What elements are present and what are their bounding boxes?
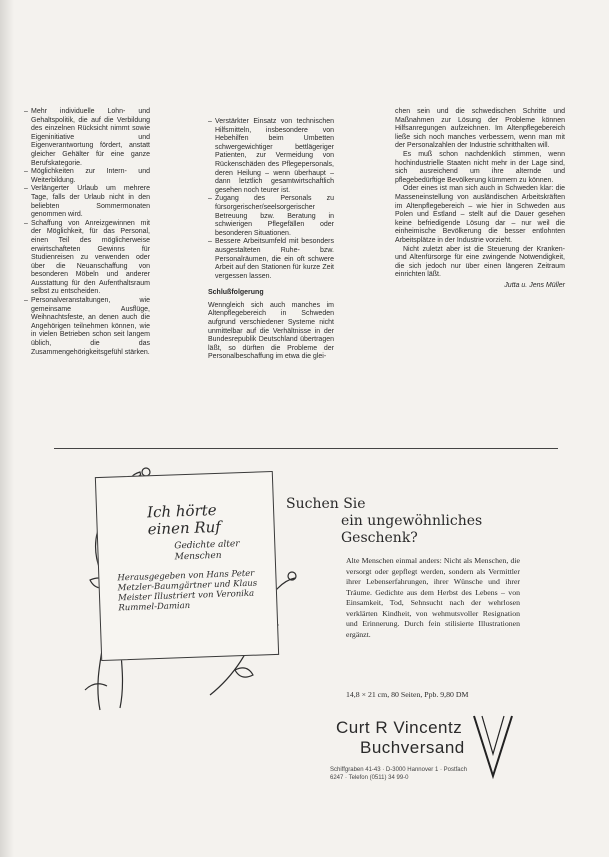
list-item: – Zugang des Personals zu fürsorgerischer/seelsorgerischer Betreuung bzw. Beratung in schwierigen Pflegefällen oder besonderen Situationen. bbox=[208, 195, 334, 238]
paragraph: chen sein und die schwedischen Schritte und Maßnahmen zur Lösung der Probleme können Hilfsanregungen aufzeichnen. Im Altenpflegebereich ließe sich noch manches verbessern, wenn man mit der Personalzahlen der Industrie schritthalten will. bbox=[395, 108, 565, 150]
publisher-address: Schiffgraben 41-43 · D-3000 Hannover 1 · Postfach 6247 · Telefon (0511) 34 99-0 bbox=[330, 767, 467, 781]
author-byline: Jutta u. Jens Müller bbox=[504, 281, 565, 289]
section-heading: Schlußfolgerung bbox=[208, 289, 264, 297]
list-item: – Möglichkeiten zur Intern- und Weiterbildung. bbox=[24, 168, 150, 185]
paragraph: Wenngleich sich auch manches im Altenpflegebereich in Schweden aufgrund verschiedener Systeme nicht unmittelbar auf die Verhältnisse in der Bundesrepublik Deutschland übertragen läßt, so dürften die Probleme der Personalbeschaffung im etwa die glei- bbox=[208, 301, 334, 361]
ad-headline-line-2: ein ungewöhnliches Geschenk? bbox=[341, 513, 483, 546]
ad-body-text: Alte Menschen einmal anders: Nicht als Menschen, die versorgt oder gepflegt werden, sondern als Vermittler ihrer Lebenserfahrungen, ihrer Wünsche und ihrer Träume. Gedichte aus dem Herbst des Lebens – von Einsamkeit, Tod, Sehnsucht nach der wehrlosen verklärten Kindheit, von wehmutsvoller Resignation und Erinnerung. Durch fein stilisierte Illustrationen ergänzt. bbox=[346, 556, 520, 639]
article-column-2 bbox=[208, 118, 334, 362]
paragraph: Nicht zuletzt aber ist die Steuerung der Kranken- und Altenfürsorge für eine zwingende Notwendigkeit, die sich jedoch nur über einen längeren Zeitraum einrichten läßt. bbox=[395, 245, 565, 279]
ad-price: 14,8 × 21 cm, 80 Seiten, Ppb. 9,80 DM bbox=[346, 690, 469, 699]
paragraph: Oder eines ist man sich auch in Schweden klar: die Masseneinstellung von ausländischen Arbeitskräften im Altenpflegebereich – wie hier in Schweden aus Polen und Estland – stellt auf die Dauer gesehen keine befriedigende Lösung dar – nur weil die einheimische Bevölkerung die besser entlohnten Arbeitsplätze in der Industrie vorzieht. bbox=[395, 185, 565, 244]
list-item: – Verlängerter Urlaub um mehrere Tage, falls der Urlaub nicht in den beliebten Sommermonaten genommen wird. bbox=[24, 185, 150, 219]
publisher-name: Curt R Vincentz bbox=[336, 718, 463, 737]
paragraph: Es muß schon nachdenklich stimmen, wenn hochindustrielle Staaten nicht mehr in der Lage sind, sich ausreichend um ihre alternde und pflegebedürftige Bevölkerung kümmern zu können. bbox=[395, 150, 565, 184]
list-item: – Verstärkter Einsatz von technischen Hilfsmitteln, insbesondere von Hebehilfen beim Umbetten schwergewichtiger bettlägeriger Patienten, zur Vermeidung von Rückenschäden des Pflegepersonals, deren Heilung – wenn überhaupt – dann letztlich gesamtwirtschaftlich gesehen noch teurer ist. bbox=[208, 118, 334, 195]
list-item: – Schaffung von Anreizgewinnen mit der Möglichkeit, für das Personal, einen Teil des möglicherweise erwirtschafteten Gewinns für Studienreisen zu verwenden oder über die Neuanschaffung von besonderen Möbeln und anderer Ausstattung für den Aufenthaltsraum selbst zu entscheiden. bbox=[24, 220, 150, 297]
article-column-1 bbox=[24, 108, 150, 357]
book-title: Ich hörte einen Ruf bbox=[146, 500, 222, 539]
publisher-logo bbox=[322, 714, 516, 782]
ad-headline-line-1: Suchen Sie bbox=[286, 496, 366, 512]
list-item: – Mehr individuelle Lohn- und Gehaltspolitik, die auf die Verbildung des einzelnen Rücksicht nimmt sowie Eigeninitiative und Eigenverantwortung fördert, anstatt gleicher Gehälter für eine ganze Berufskategorie. bbox=[24, 108, 150, 168]
book-credits: Herausgegeben von Hans Peter Metzler-Baumgärtner und Klaus Meister Illustriert von Veronika Rummel-Damian bbox=[117, 568, 258, 614]
publisher-subtitle: Buchversand bbox=[360, 738, 465, 757]
list-item: – Bessere Arbeitsumfeld mit besonders ausgestalteten Ruhe- bzw. Personalräumen, die ein oft schwere Arbeit auf den Stationen für kurze Zeit vergessen lassen. bbox=[208, 238, 334, 281]
book-subtitle: Gedichte alter Menschen bbox=[174, 539, 240, 563]
list-item: – Personalveranstaltungen, wie gemeinsame Ausflüge, Weihnachtsfeste, an denen auch die Angehörigen teilnehmen können, wie in vielen Betrieben schon seit langem üblich, die das Zusammengehörigkeitsgefühl stärken. bbox=[24, 297, 150, 357]
article-column-3 bbox=[395, 108, 565, 290]
book-cover bbox=[95, 471, 279, 661]
ad-headline bbox=[286, 496, 501, 547]
scan-edge bbox=[0, 0, 14, 857]
